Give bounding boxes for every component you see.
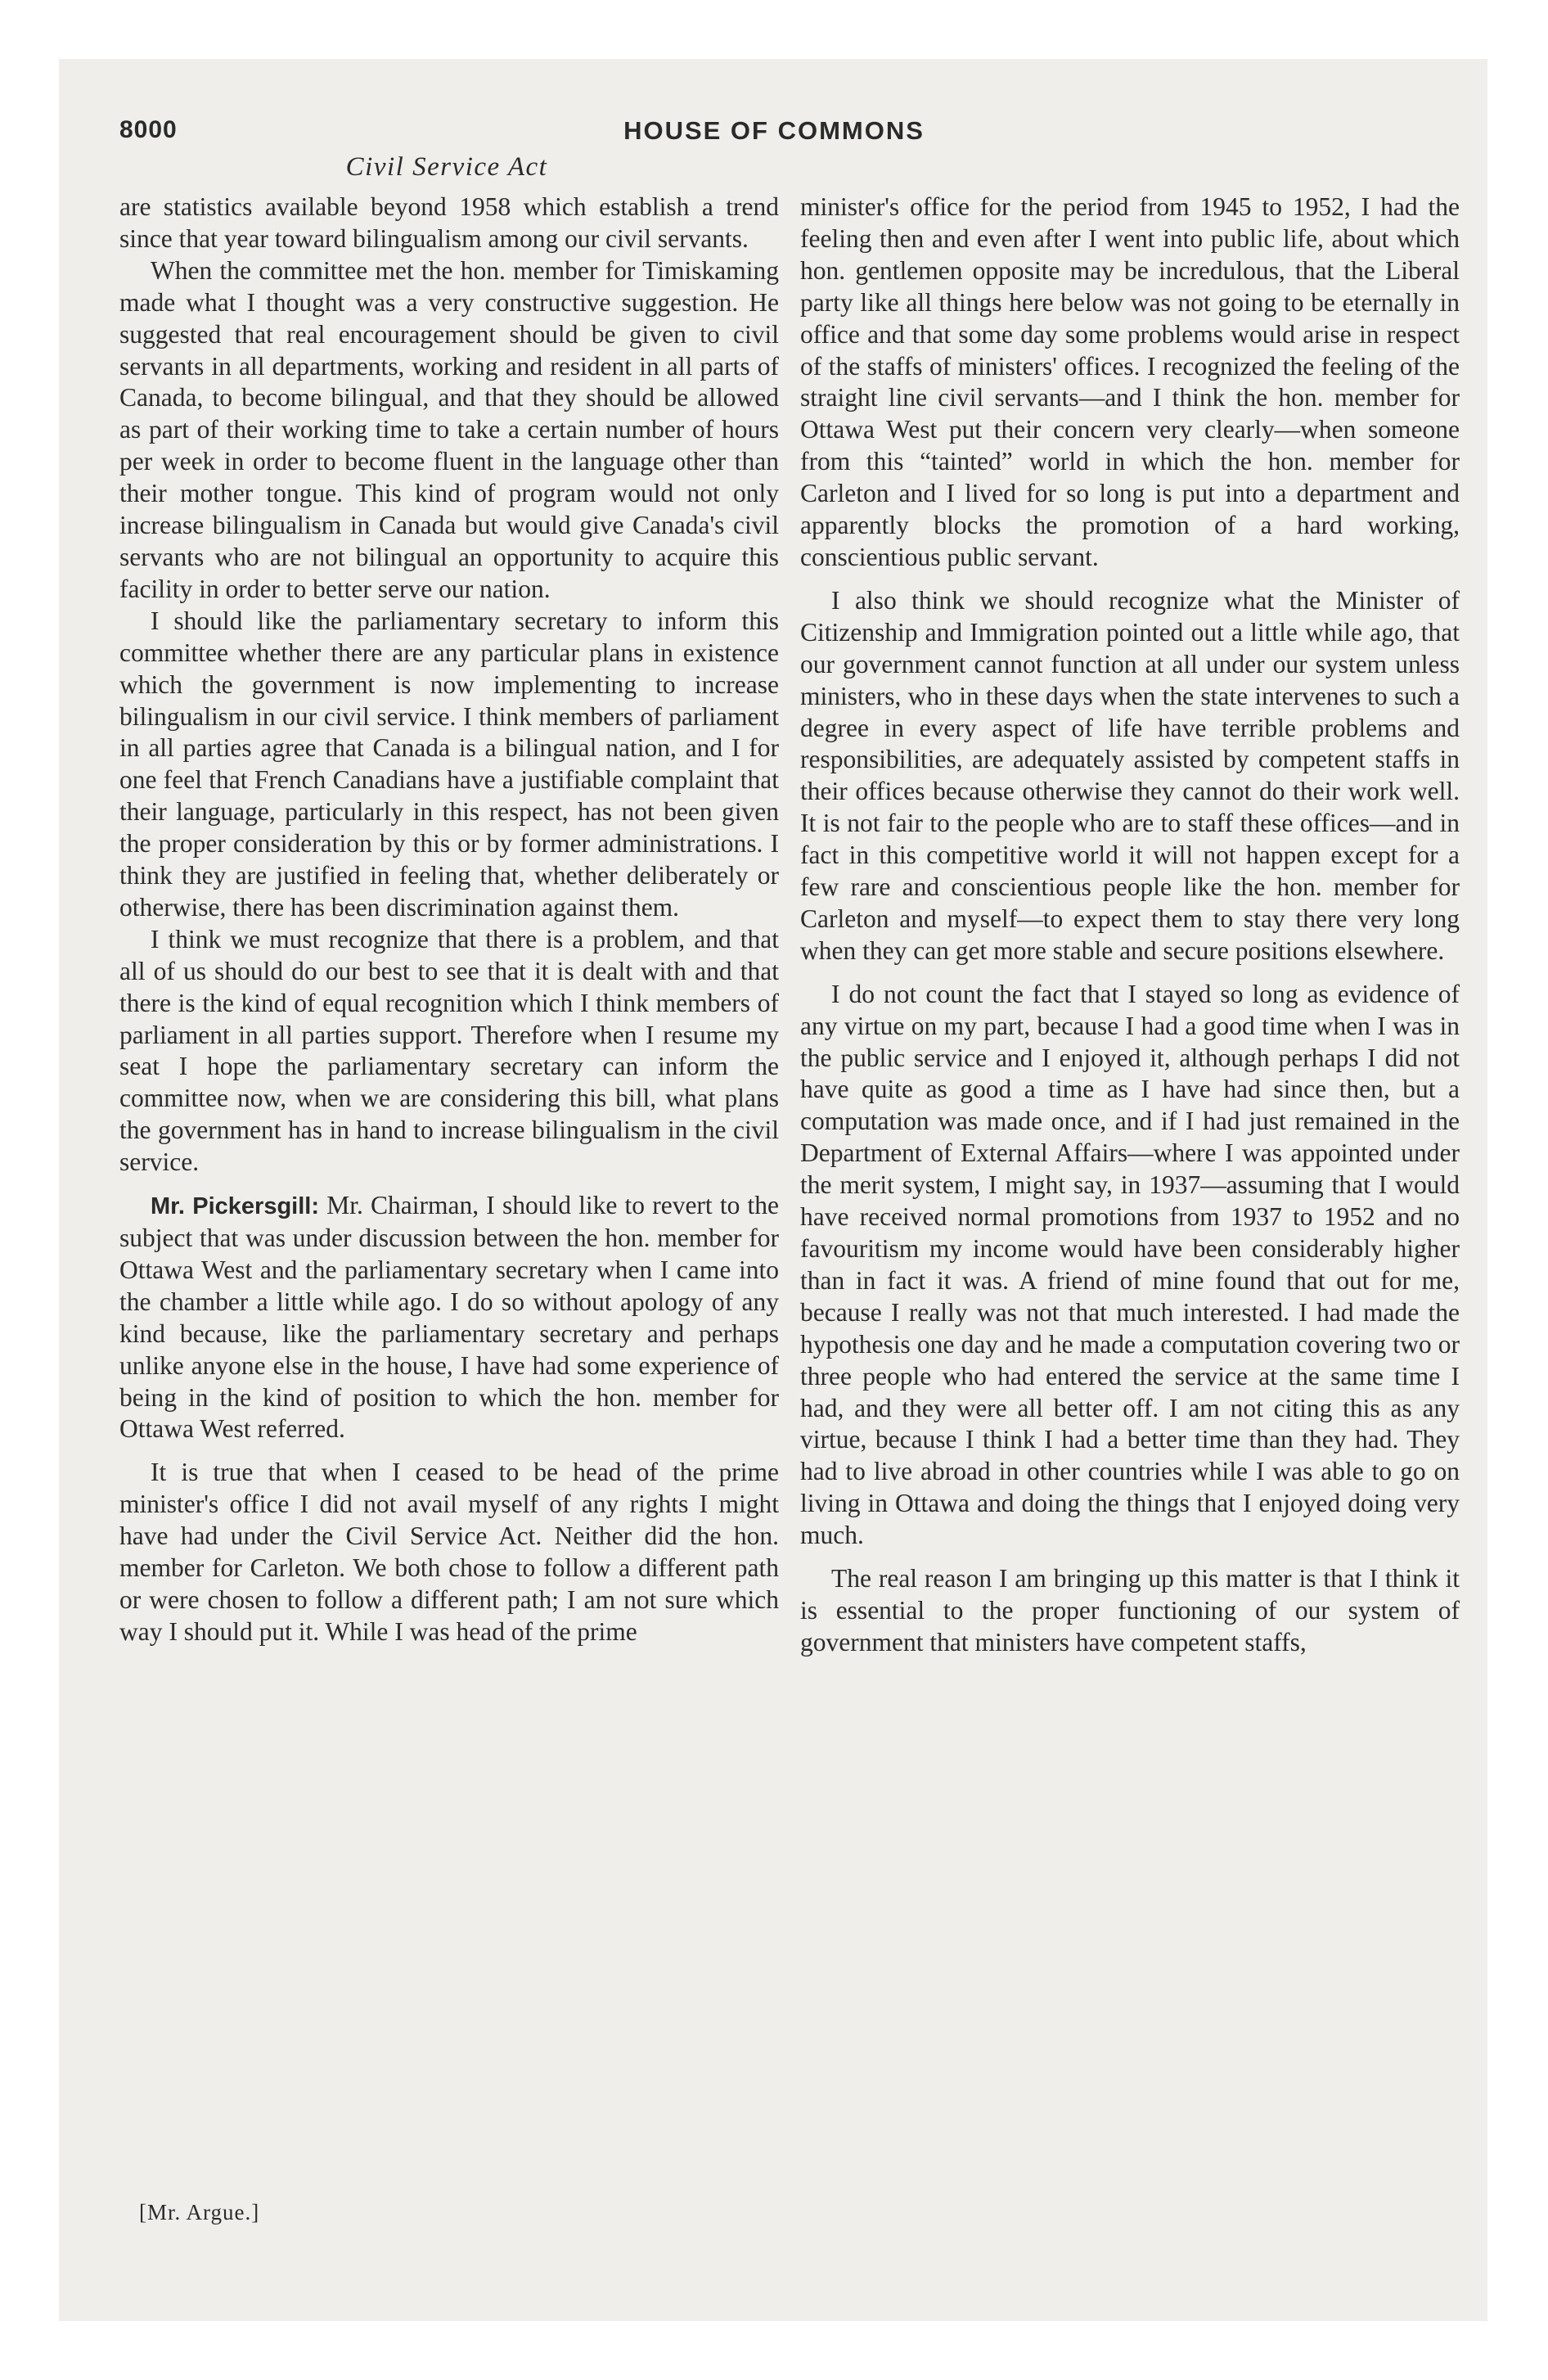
running-head: HOUSE OF COMMONS	[623, 116, 925, 145]
speaker-name: Mr. Pickersgill:	[151, 1193, 320, 1220]
speech-paragraph	[119, 1190, 779, 1445]
paragraph: I think we must recognize that there is a problem, and that all of us should do our best to see that it is dealt with and that there is the kind of equal recognition which I think members of parliament in all parties support. Therefore when I resume my seat I hope the parliamentary secretary can inform the committee now, when we are considering this bill, what plans the government has in hand to increase bilingualism in the civil service.	[119, 924, 779, 1177]
paragraph: are statistics available beyond 1958 which establish a trend since that year toward bilingualism among our civil servants.	[119, 192, 779, 253]
paragraph: I also think we should recognize what the Minister of Citizenship and Immigration pointed out a little while ago, that our government cannot function at all under our system unless ministers, who in these days when the state intervenes to such a degree in every aspect of life have terrible problems and responsibilities, are adequately assisted by competent staffs in their offices because otherwise they cannot do their work well. It is not fair to the people who are to staff these offices—and in fact in this competitive world it will not happen except for a few rare and conscientious people like the hon. member for Carleton and myself—to expect them to stay there very long when they can get more stable and secure positions elsewhere.	[800, 585, 1460, 965]
footer-note: [Mr. Argue.]	[139, 2200, 260, 2224]
page-header	[119, 116, 1429, 152]
subject-heading: Civil Service Act	[345, 152, 548, 182]
paragraph: I should like the parliamentary secretary to inform this committee whether there are any particular plans in existence which the government is now implementing to increase bilingualism in our civil service. I think members of parliament in all parties agree that Canada is a bilingual nation, and I for one feel that French Canadians have a justifiable complaint that their language, particularly in this respect, has not been given the proper consideration by this or by former administrations. I think they are justified in feeling that, whether deliberately or otherwise, there has been discrimination against them.	[119, 606, 779, 922]
paragraph: I do not count the fact that I stayed so long as evidence of any virtue on my part, because I had a good time when I was in the public service and I enjoyed it, although perhaps I did not have quite as good a time as I have had since then, but a computation was made once, and if I had just remained in the Department of External Affairs—where I was appointed under the merit system, I might say, in 1937—assuming that I would have received normal promotions from 1937 to 1952 and no favouritism my income would have been considerably higher than in fact it was. A friend of mine found that out for me, because I really was not that much interested. I had made the hypothesis one day and he made a computation covering two or three people who had entered the service at the same time I had, and they were all better off. I am not citing this as any virtue, because I think I had a better time than they had. They had to live abroad in other countries while I was able to go on living in Ottawa and doing the things that I enjoyed doing very much.	[800, 979, 1460, 1550]
left-column	[119, 192, 779, 1648]
paragraph: minister's office for the period from 1945 to 1952, I had the feeling then and even after I went into public life, about which hon. gentlemen opposite may be incredulous, that the Liberal party like all things here below was not going to be eternally in office and that some day some problems would arise in respect of the staffs of ministers' offices. I recognized the feeling of the straight line civil servants—and I think the hon. member for Ottawa West put their concern very clearly—when someone from this “tainted” world in which the hon. member for Carleton and I lived for so long is put into a department and apparently blocks the promotion of a hard working, conscientious public servant.	[800, 192, 1460, 571]
paragraph: The real reason I am bringing up this matter is that I think it is essential to the proper functioning of our system of government that ministers have competent staffs,	[800, 1564, 1460, 1657]
page-number: 8000	[119, 116, 178, 143]
paragraph: It is true that when I ceased to be head of the prime minister's office I did not avail myself of any rights I might have had under the Civil Service Act. Neither did the hon. member for Carleton. We both chose to follow a different path or were chosen to follow a different path; I am not sure which way I should put it. While I was head of the prime	[119, 1458, 779, 1646]
paragraph: When the committee met the hon. member for Timiskaming made what I thought was a very constructive suggestion. He suggested that real encouragement should be given to civil servants in all departments, working and resident in all parts of Canada, to become bilingual, and that they should be allowed as part of their working time to take a certain number of hours per week in order to become fluent in the language other than their mother tongue. This kind of program would not only increase bilingualism in Canada but would give Canada's civil servants who are not bilingual an opportunity to acquire this facility in order to better serve our nation.	[119, 255, 779, 603]
right-column	[800, 192, 1460, 1659]
speech-text: Mr. Chairman, I should like to revert to the subject that was under discussion between the hon. member for Ottawa West and the parliamentary secretary when I came into the chamber a little while ago. I do so without apology of any kind because, like the parliamentary secretary and perhaps unlike anyone else in the house, I have had some experience of being in the kind of position to which the hon. member for Ottawa West referred.	[119, 1191, 780, 1444]
